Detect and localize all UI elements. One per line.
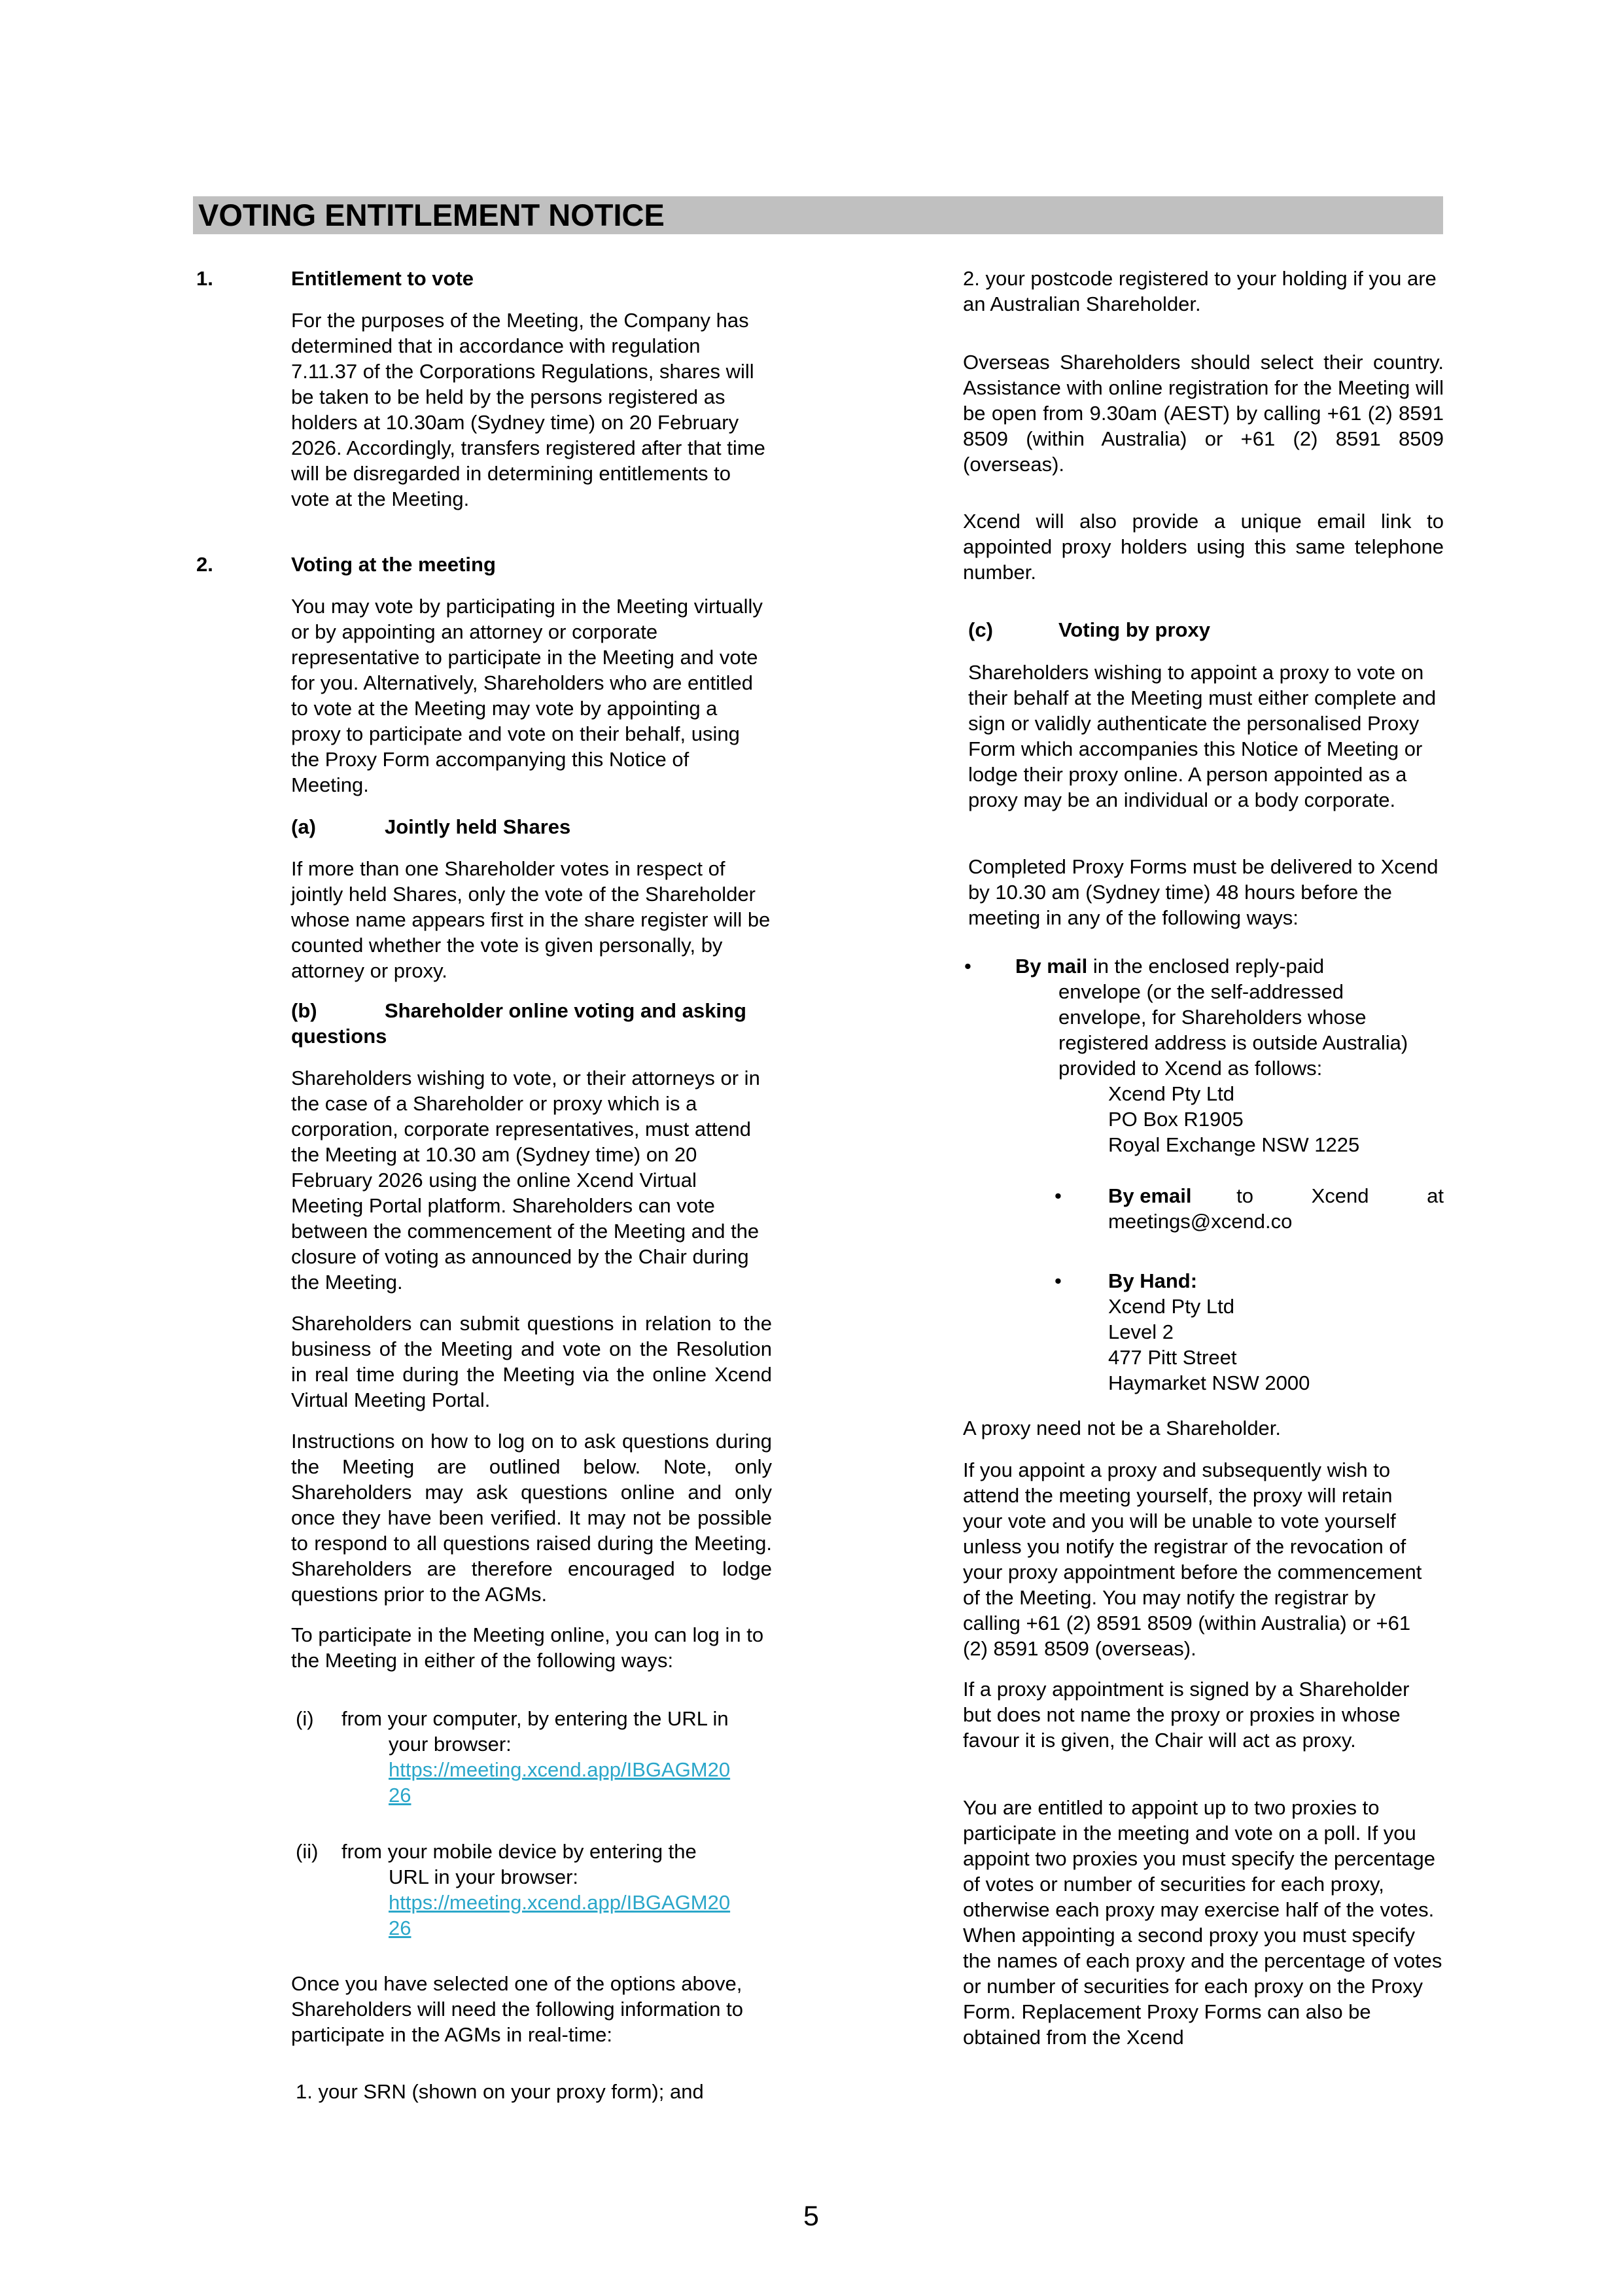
info-item-2: 2. your postcode registered to your holding if you are an Australian Shareholder. bbox=[963, 267, 1437, 315]
sub-a-body: If more than one Shareholder votes in respect of jointly held Shares, only the vote of the Shareholder whose name appears first in the share register will be counted whether the vote is given personally, by attorney or proxy. bbox=[291, 857, 771, 982]
sub-b-p5: Once you have selected one of the options above, Shareholders will need the following information to participate in the AGMs in real-time: bbox=[291, 1972, 744, 2046]
sub-b-p6: Overseas Shareholders should select their country. Assistance with online registration for the Meeting will be open from 9.30am (AEST) by calling +61 (2) 8591 8509 (within Australia) or +61 (2) 8591 8509 (overseas). bbox=[963, 351, 1444, 476]
email-label: By email bbox=[1108, 1184, 1192, 1207]
sub-c-p6: You are entitled to appoint up to two proxies to participate in the meeting and vote on a poll. If you appoint two proxies you must specify the percentage of votes or number of securities for each proxy, otherwise each proxy may exercise half of the votes. When appointing a second proxy you must specify the names of each proxy and the percentage of votes or number of securities for each proxy on the Proxy Form. Replacement Proxy Forms can also be obtained from the Xcend bbox=[963, 1796, 1442, 2049]
sub-c-p5: If a proxy appointment is signed by a Shareholder but does not name the proxy or proxies in whose favour it is given, the Chair will act as proxy. bbox=[963, 1678, 1410, 1752]
page-title: VOTING ENTITLEMENT NOTICE bbox=[198, 198, 665, 232]
sub-b-p1: Shareholders wishing to vote, or their attorneys or in the case of a Shareholder or proxy which is a corporation, corporate representatives, must attend the Meeting at 10.30 am (Sydney time) on 20 February 2026 using the online Xcend Virtual Meeting Portal platform. Shareholders can vote between the commencement of the Meeting and the closure of voting as announced by the Chair during the Meeting. bbox=[291, 1067, 760, 1294]
mail-address-line3: Royal Exchange NSW 1225 bbox=[1108, 1133, 1360, 1156]
sub-b-p3: Instructions on how to log on to ask questions during the Meeting are outlined below. Note, only Shareholders may ask questions online and only once they have been verified. It may not be possible to respond to all questions raised during the Meeting. Shareholders are therefore encouraged to lodge questions prior to the AGMs. bbox=[291, 1430, 772, 1606]
sub-a-heading: Jointly held Shares bbox=[385, 815, 571, 838]
option-i-url-line1[interactable]: https://meeting.xcend.app/IBGAGM20 bbox=[389, 1758, 731, 1781]
bullet-hand-icon: • bbox=[1055, 1269, 1062, 1292]
email-line1-rest: to Xcend at bbox=[1236, 1184, 1444, 1207]
hand-address-line3: 477 Pitt Street bbox=[1108, 1346, 1237, 1369]
option-i-line1: from your computer, by entering the URL in bbox=[341, 1707, 729, 1730]
sub-c-p4: If you appoint a proxy and subsequently wish to attend the meeting yourself, the proxy will retain your vote and you will be unable to vote yourself unless you notify the registrar of the revocation of your proxy appointment before the commencement of the Meeting. You may notify the registrar by calling +61 (2) 8591 8509 (within Australia) or +61 (2) 8591 8509 (overseas). bbox=[963, 1458, 1422, 1660]
sub-b-label: (b) bbox=[291, 999, 317, 1022]
mail-address-line2: PO Box R1905 bbox=[1108, 1108, 1244, 1131]
page-number: 5 bbox=[803, 2200, 819, 2232]
email-line1 bbox=[1108, 1183, 1444, 1209]
option-ii-url-line1[interactable]: https://meeting.xcend.app/IBGAGM20 bbox=[389, 1891, 731, 1914]
section-2-heading: Voting at the meeting bbox=[291, 553, 496, 576]
sub-c-p3: A proxy need not be a Shareholder. bbox=[963, 1417, 1282, 1439]
option-i-line2: your browser: bbox=[389, 1733, 512, 1756]
sub-c-heading: Voting by proxy bbox=[1058, 618, 1210, 641]
mail-line2: envelope (or the self-addressed bbox=[1058, 980, 1344, 1003]
mail-line5: provided to Xcend as follows: bbox=[1058, 1057, 1323, 1080]
sub-b-p7: Xcend will also provide a unique email link to appointed proxy holders using this same telephone number. bbox=[963, 510, 1444, 584]
info-item-1: 1. your SRN (shown on your proxy form); and bbox=[296, 2080, 704, 2103]
sub-b-p4: To participate in the Meeting online, you can log in to the Meeting in either of the following ways: bbox=[291, 1623, 764, 1672]
sub-b-heading: Shareholder online voting and asking questions bbox=[291, 999, 746, 1048]
sub-b-p2: Shareholders can submit questions in relation to the business of the Meeting and vote on the Resolution in real time during the Meeting via the online Xcend Virtual Meeting Portal. bbox=[291, 1312, 772, 1411]
sub-c-p2: Completed Proxy Forms must be delivered to Xcend by 10.30 am (Sydney time) 48 hours before the meeting in any of the following ways: bbox=[968, 855, 1439, 929]
mail-label: By mail bbox=[1015, 955, 1088, 978]
hand-address-line2: Level 2 bbox=[1108, 1320, 1174, 1343]
mail-line1 bbox=[1015, 953, 1324, 979]
hand-address-line1: Xcend Pty Ltd bbox=[1108, 1295, 1235, 1318]
mail-address-line1: Xcend Pty Ltd bbox=[1108, 1082, 1235, 1105]
mail-line3: envelope, for Shareholders whose bbox=[1058, 1006, 1367, 1029]
section-2-body: You may vote by participating in the Meeting virtually or by appointing an attorney or corporate representative to participate in the Meeting and vote for you. Alternatively, Shareholders who are entitled to vote at the Meeting may vote by appointing a proxy to participate and vote on their behalf, using the Proxy Form accompanying this Notice of Meeting. bbox=[291, 595, 763, 796]
sub-c-p1: Shareholders wishing to appoint a proxy to vote on their behalf at the Meeting must either complete and sign or validly authenticate the personalised Proxy Form which accompanies this Notice of Meeting or lodge their proxy online. A person appointed as a proxy may be an individual or a body corporate. bbox=[968, 661, 1437, 811]
section-2-number: 2. bbox=[196, 553, 213, 576]
sub-c-label: (c) bbox=[968, 618, 993, 641]
mail-line1-rest: in the enclosed reply-paid bbox=[1087, 955, 1325, 978]
bullet-mail-icon: • bbox=[964, 955, 971, 978]
option-i-url-line2[interactable]: 26 bbox=[389, 1784, 411, 1807]
option-ii-url-line2[interactable]: 26 bbox=[389, 1916, 411, 1939]
option-ii-line2: URL in your browser: bbox=[389, 1865, 579, 1888]
section-1-number: 1. bbox=[196, 267, 213, 290]
mail-line4: registered address is outside Australia) bbox=[1058, 1031, 1408, 1054]
option-ii-label: (ii) bbox=[296, 1840, 319, 1863]
option-ii-line1: from your mobile device by entering the bbox=[341, 1840, 697, 1863]
sub-a-label: (a) bbox=[291, 815, 316, 838]
option-i-label: (i) bbox=[296, 1707, 314, 1730]
hand-label: By Hand: bbox=[1108, 1269, 1198, 1292]
email-address: meetings@xcend.co bbox=[1108, 1210, 1293, 1233]
bullet-email-icon: • bbox=[1055, 1184, 1062, 1207]
section-1-heading: Entitlement to vote bbox=[291, 267, 474, 290]
title-banner bbox=[193, 196, 1443, 234]
hand-address-line4: Haymarket NSW 2000 bbox=[1108, 1371, 1310, 1394]
section-1-body: For the purposes of the Meeting, the Company has determined that in accordance with regulation 7.11.37 of the Corporations Regulations, shares will be taken to be held by the persons registered as holders at 10.30am (Sydney time) on 20 February 2026. Accordingly, transfers registered after that time will be disregarded in determining entitlements to vote at the Meeting. bbox=[291, 309, 765, 510]
